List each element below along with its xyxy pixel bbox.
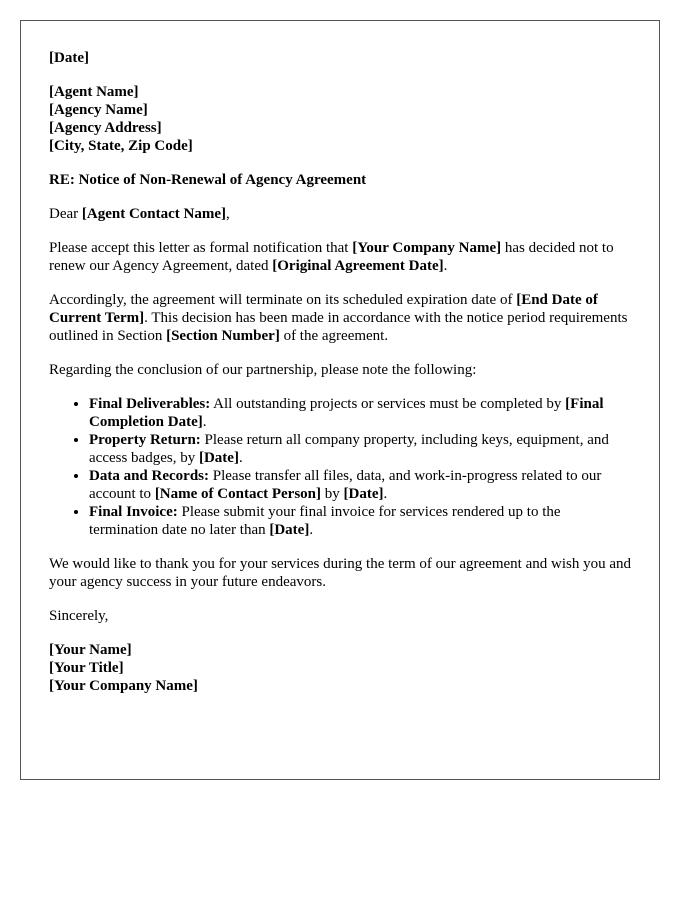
closing: Sincerely,	[49, 608, 109, 624]
signature-block	[49, 641, 631, 695]
paragraph-thanks: We would like to thank you for your services during the term of our agreement and wish you and your agency success in your future endeavors.	[49, 556, 631, 590]
recipient-agency-address: [Agency Address]	[49, 120, 162, 136]
conclusion-list	[49, 395, 631, 539]
letter-date: [Date]	[49, 50, 89, 66]
recipient-city-state-zip: [City, State, Zip Code]	[49, 138, 193, 154]
list-item-data-and-records: • Data and Records: Please transfer all files, data, and work-in-progress related to our account to [Name of Contact Person] by [Date].	[89, 467, 631, 503]
recipient-address	[49, 83, 631, 155]
paragraph-termination: Accordingly, the agreement will terminate on its scheduled expiration date of [End Date of Current Term]. This decision has been made in accordance with the notice period requirements outlined in Section [Section Number] of the agreement.	[49, 292, 628, 344]
paragraph-conclusion-intro: Regarding the conclusion of our partnership, please note the following:	[49, 362, 477, 378]
salutation: Dear [Agent Contact Name],	[49, 206, 230, 222]
recipient-agent-name: [Agent Name]	[49, 84, 139, 100]
salutation-name: [Agent Contact Name]	[81, 206, 227, 222]
signature-company: [Your Company Name]	[49, 678, 198, 694]
paragraph-notification: Please accept this letter as formal notification that [Your Company Name] has decided not to renew our Agency Agreement, dated [Original Agreement Date].	[49, 240, 614, 274]
list-item-final-deliverables: • Final Deliverables: All outstanding projects or services must be completed by [Final Completion Date].	[89, 395, 631, 431]
recipient-agency-name: [Agency Name]	[49, 102, 148, 118]
letter-page	[20, 20, 660, 780]
list-item-property-return: • Property Return: Please return all company property, including keys, equipment, and access badges, by [Date].	[89, 431, 631, 467]
signature-title: [Your Title]	[49, 660, 124, 676]
signature-name: [Your Name]	[49, 642, 132, 658]
subject-line: RE: Notice of Non-Renewal of Agency Agreement	[49, 172, 367, 188]
list-item-final-invoice: • Final Invoice: Please submit your final invoice for services rendered up to the termination date no later than [Date].	[89, 503, 631, 539]
